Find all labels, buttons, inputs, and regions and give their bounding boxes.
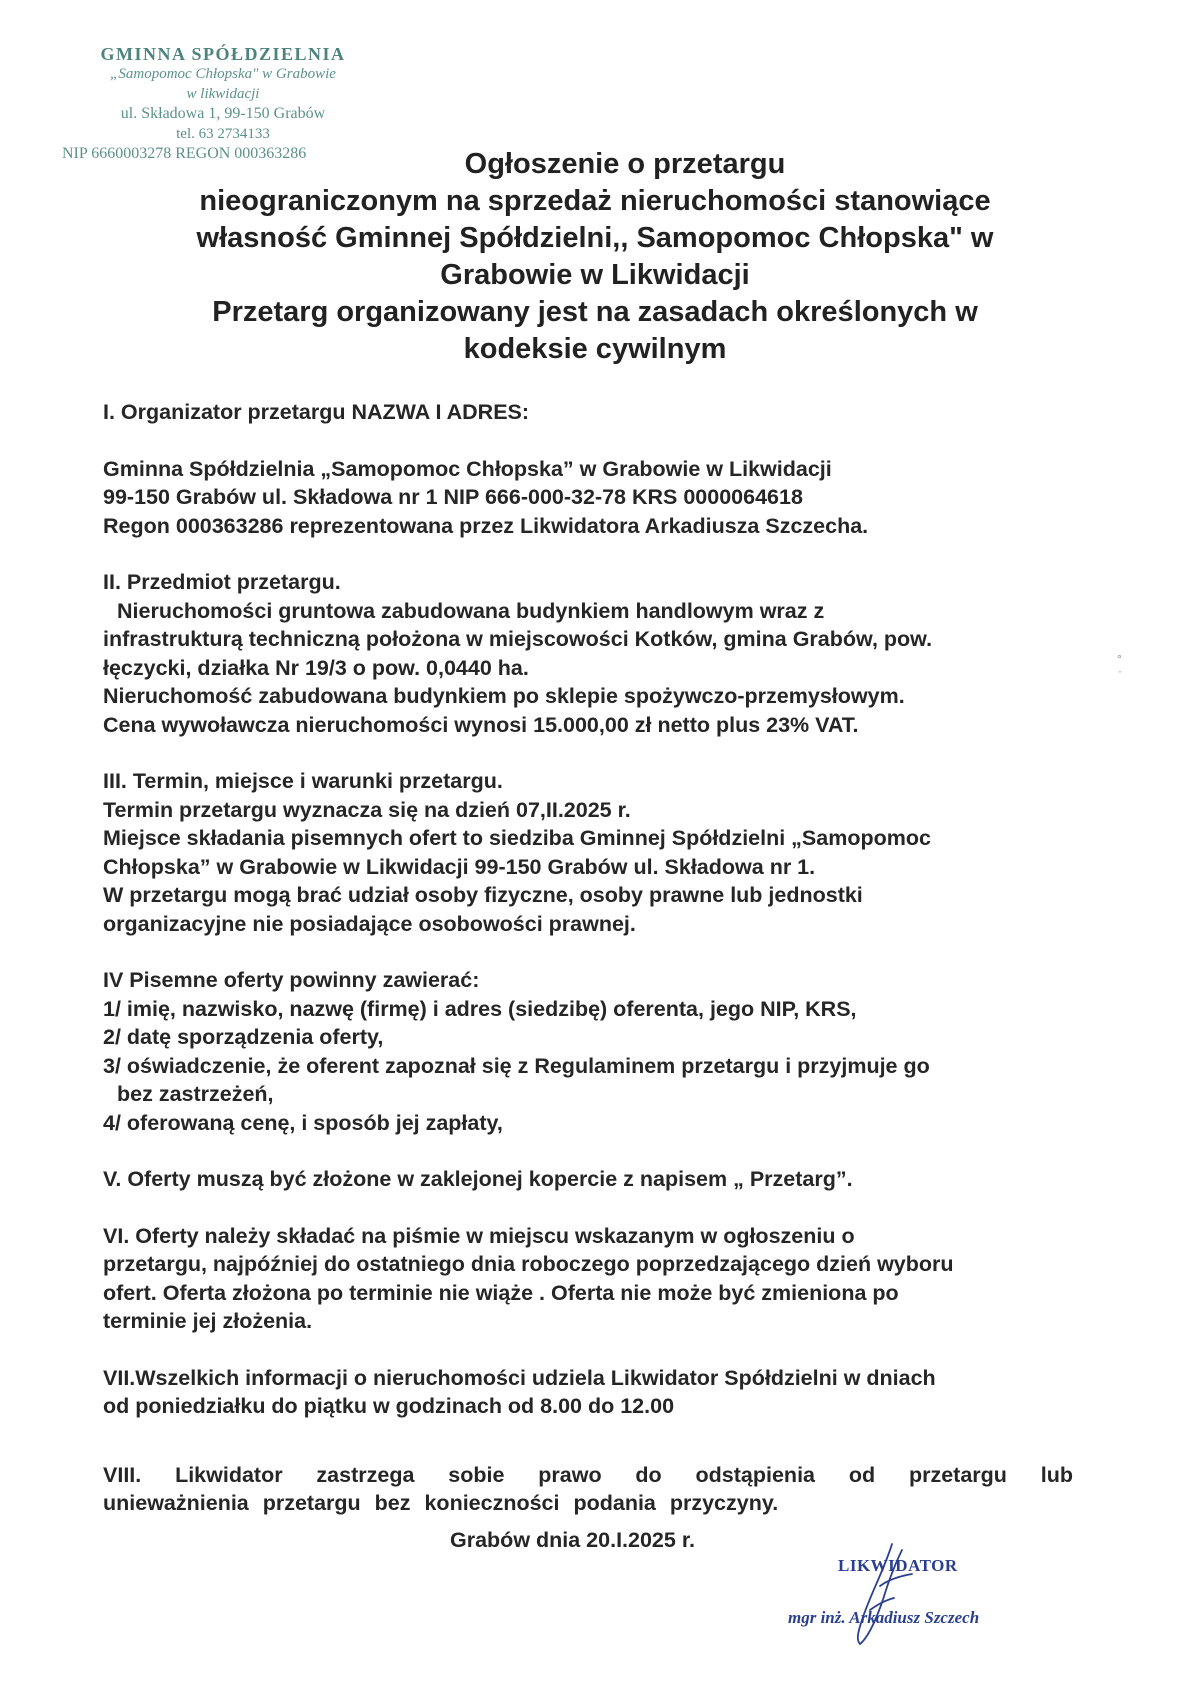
signature-name: mgr inż. Arkadiusz Szczech [788, 1608, 980, 1627]
section-heading: I. Organizator przetargu NAZWA I ADRES: [103, 400, 530, 424]
section-heading: II. Przedmiot przetargu. [103, 570, 341, 594]
section-submission [103, 1222, 1073, 1336]
section-line: unieważnienia przetargu bez konieczności podania przyczyny. [103, 1491, 779, 1515]
section-reservation [103, 1461, 1073, 1518]
stamp-company-name: GMINNA SPÓŁDZIELNIA [100, 44, 346, 64]
list-item: 1/ imię, nazwisko, nazwę (firmę) i adres (siedzibę) oferenta, jego NIP, KRS, [103, 996, 857, 1021]
section-line: VII.Wszelkich informacji o nieruchomości udziela Likwidator Spółdzielni w dniach [103, 1365, 936, 1390]
stamp-liquidation: w likwidacji [186, 86, 260, 102]
scan-speck: · [1118, 664, 1122, 678]
section-line: W przetargu mogą brać udział osoby fizyczne, osoby prawne lub jednostki [103, 883, 863, 907]
section-offer-contents [103, 966, 1073, 1137]
scan-speck: ° [1117, 652, 1122, 666]
stamp-address: ul. Składowa 1, 99-150 Grabów [120, 105, 326, 122]
stamp-company-subtitle: „Samopomoc Chłopska" w Grabowie [110, 66, 336, 82]
section-line: od poniedziałku do piątku w godzinach od 8.00 do 12.00 [103, 1394, 675, 1418]
section-line: Cena wywoławcza nieruchomości wynosi 15.000,00 zł netto plus 23% VAT. [103, 712, 859, 737]
section-heading: III. Termin, miejsce i warunki przetargu. [103, 769, 503, 793]
section-line: Termin przetargu wyznacza się na dzień 07,II.2025 r. [103, 797, 631, 822]
list-item: 3/ oświadczenie, że oferent zapoznał się z Regulaminem przetargu i przyjmuje go [103, 1053, 930, 1078]
section-organizer [103, 398, 1073, 540]
section-line: Regon 000363286 reprezentowana przez Likwidatora Arkadiusza Szczecha. [103, 513, 869, 538]
section-information [103, 1364, 1073, 1421]
handwritten-signature-icon [840, 1540, 930, 1650]
liquidator-signature [780, 1540, 1010, 1660]
section-line: organizacyjne nie posiadające osobowości prawnej. [103, 911, 636, 936]
section-line: VIII. Likwidator zastrzega sobie prawo do odstąpienia od przetargu lub [103, 1462, 1073, 1487]
title-line: kodeksie cywilnym [463, 333, 727, 365]
section-heading: IV Pisemne oferty powinny zawierać: [103, 968, 480, 992]
document-date: Grabów dnia 20.I.2025 r. [450, 1528, 695, 1552]
title-line: nieograniczonym na sprzedaż nieruchomości stanowiące [199, 185, 991, 217]
signature-title: LIKWIDATOR [838, 1556, 958, 1575]
stamp-nip-regon: NIP 6660003278 REGON 000363286 [62, 145, 307, 162]
document-body [103, 398, 1073, 1546]
section-terms [103, 767, 1073, 938]
title-line: Grabowie w Likwidacji [440, 259, 750, 291]
section-envelope [103, 1165, 1073, 1194]
section-line: Nieruchomość zabudowana budynkiem po sklepie spożywczo-przemysłowym. [103, 684, 905, 708]
section-subject [103, 568, 1073, 739]
section-line: przetargu, najpóźniej do ostatniego dnia roboczego poprzedzającego dzień wyboru [103, 1252, 954, 1276]
title-line: własność Gminnej Spółdzielni,, Samopomoc Chłopska" w [196, 222, 994, 254]
document-title [120, 146, 1070, 368]
list-item: 2/ datę sporządzenia oferty, [103, 1025, 384, 1049]
title-line: Przetarg organizowany jest na zasadach określonych w [212, 296, 978, 328]
section-line: terminie jej złożenia. [103, 1309, 313, 1333]
section-line: Nieruchomości gruntowa zabudowana budynkiem handlowym wraz z [117, 598, 825, 623]
section-line: 99-150 Grabów ul. Składowa nr 1 NIP 666-000-32-78 KRS 0000064618 [103, 485, 803, 509]
section-line: V. Oferty muszą być złożone w zaklejonej kopercie z napisem „ Przetarg”. [103, 1167, 853, 1191]
section-line: ofert. Oferta złożona po terminie nie wiąże . Oferta nie może być zmieniona po [103, 1280, 899, 1305]
section-line: Chłopska” w Grabowie w Likwidacji 99-150 Grabów ul. Składowa nr 1. [103, 854, 816, 879]
title-line: Ogłoszenie o przetargu [464, 148, 786, 180]
section-line: Gminna Spółdzielnia „Samopomoc Chłopska” w Grabowie w Likwidacji [103, 456, 832, 481]
section-line: Miejsce składania pisemnych ofert to siedziba Gminnej Spółdzielni „Samopomoc [103, 826, 931, 850]
list-item: 4/ oferowaną cenę, i sposób jej zapłaty, [103, 1110, 503, 1135]
section-line: VI. Oferty należy składać na piśmie w miejscu wskazanym w ogłoszeniu o [103, 1223, 855, 1248]
section-line: łęczycki, działka Nr 19/3 o pow. 0,0440 ha. [103, 655, 529, 680]
stamp-phone: tel. 63 2734133 [176, 126, 270, 142]
list-item: bez zastrzeżeń, [117, 1082, 274, 1106]
section-line: infrastrukturą techniczną położona w miejscowości Kotków, gmina Grabów, pow. [103, 627, 933, 651]
